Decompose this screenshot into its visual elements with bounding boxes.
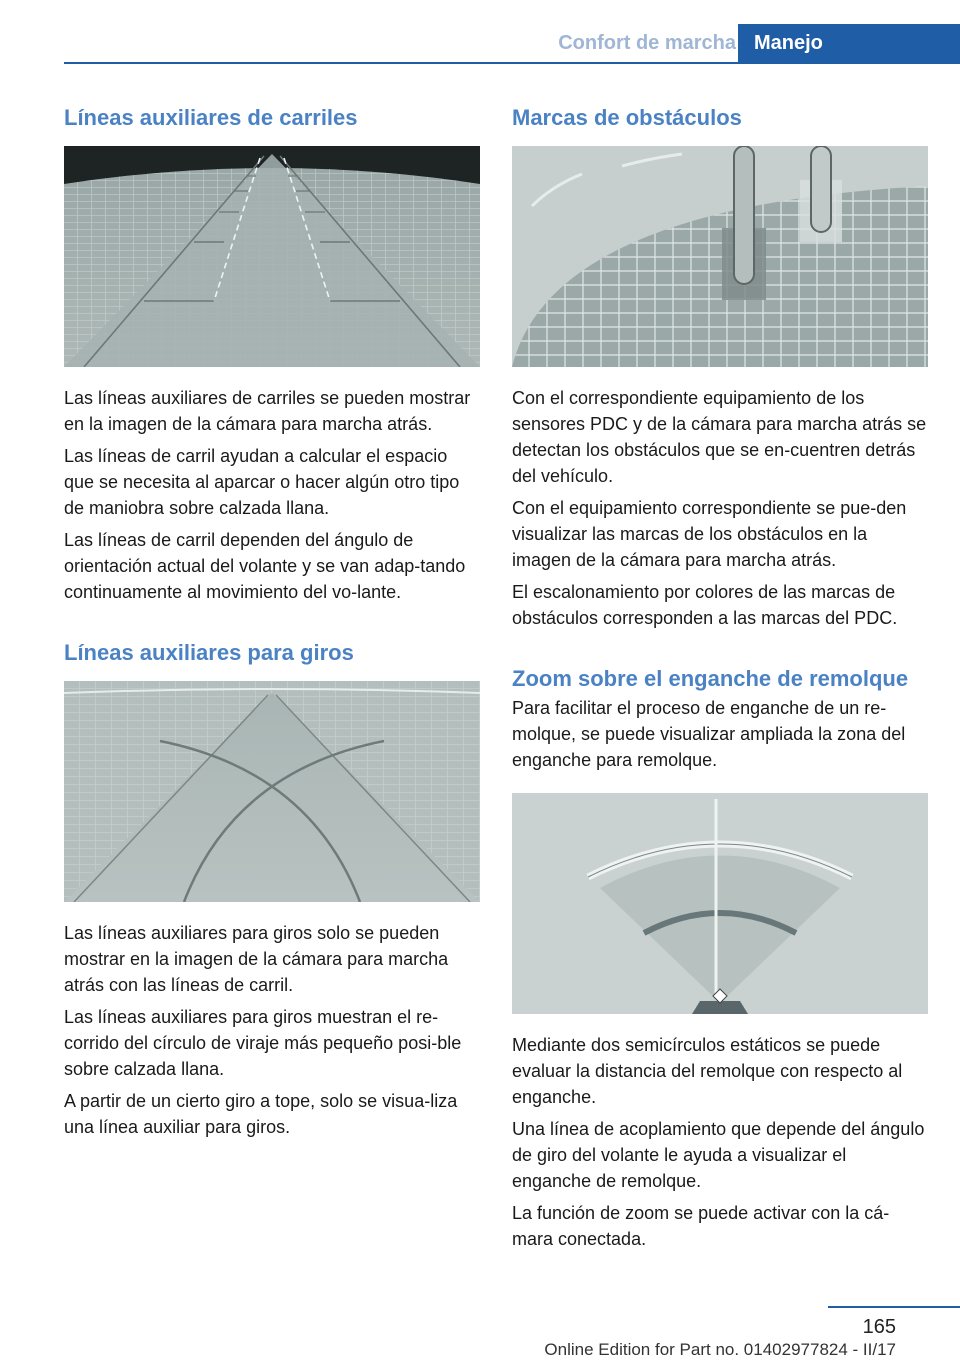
heading-lane-lines: Líneas auxiliares de carriles	[64, 105, 358, 130]
paragraph: La función de zoom se puede activar con la cá‐mara conectada.	[512, 1203, 890, 1249]
paragraph: Mediante dos semicírculos estáticos se puede evaluar la distancia del remolque con respecto al enganche.	[512, 1035, 903, 1107]
paragraph: Las líneas de carril ayudan a calcular el espacio que se necesita al aparcar o hacer algún otro tipo de maniobra sobre calzada llana.	[64, 446, 460, 518]
paragraph: Las líneas auxiliares para giros muestran el re‐corrido del círculo de viraje más pequeño posi‐ble sobre calzada llana.	[64, 1007, 462, 1079]
page-number: 165	[862, 1316, 896, 1338]
paragraph: Para facilitar el proceso de enganche de un re‐molque, se puede visualizar ampliada la zona del enganche para remolque.	[512, 698, 906, 770]
paragraph: Las líneas de carril dependen del ángulo de orientación actual del volante y se van adap‐tando continuamente al movimiento del vo‐lante.	[64, 530, 466, 602]
header-rule	[64, 62, 960, 64]
paragraph: Una línea de acoplamiento que depende del ángulo de giro del volante le ayuda a visualizar el enganche de remolque.	[512, 1119, 925, 1191]
left-column	[64, 104, 480, 1146]
footer-rule	[828, 1306, 960, 1308]
header-section: Confort de marcha	[558, 32, 736, 54]
header-chapter: Manejo	[738, 24, 960, 62]
footer-edition: Online Edition for Part no. 01402977824 - II/17	[544, 1340, 896, 1359]
paragraph: El escalonamiento por colores de las marcas de obstáculos corresponden a las marcas del PDC.	[512, 582, 898, 628]
paragraph: Con el correspondiente equipamiento de los sensores PDC y de la cámara para marcha atrás se detectan los obstáculos que se en‐cuentren detrás del vehículo.	[512, 388, 927, 486]
paragraph: Las líneas auxiliares de carriles se pueden mostrar en la imagen de la cámara para marcha atrás.	[64, 388, 471, 434]
figure-turn-lines	[64, 681, 480, 902]
right-column	[512, 104, 928, 1258]
heading-hitch-zoom: Zoom sobre el enganche de remolque	[512, 666, 909, 691]
paragraph: Con el equipamiento correspondiente se pue‐den visualizar las marcas de los obstáculos en la imagen de la cámara para marcha atrás.	[512, 498, 907, 570]
figure-obstacle-marks	[512, 146, 928, 367]
paragraph: Las líneas auxiliares para giros solo se pueden mostrar en la imagen de la cámara para marcha atrás con las líneas de carril.	[64, 923, 449, 995]
figure-hitch-zoom	[512, 793, 928, 1014]
paragraph: A partir de un cierto giro a tope, solo se visua‐liza una línea auxiliar para giros.	[64, 1091, 458, 1137]
heading-turn-lines: Líneas auxiliares para giros	[64, 640, 354, 665]
heading-obstacle-marks: Marcas de obstáculos	[512, 105, 742, 130]
figure-lane-lines	[64, 146, 480, 367]
